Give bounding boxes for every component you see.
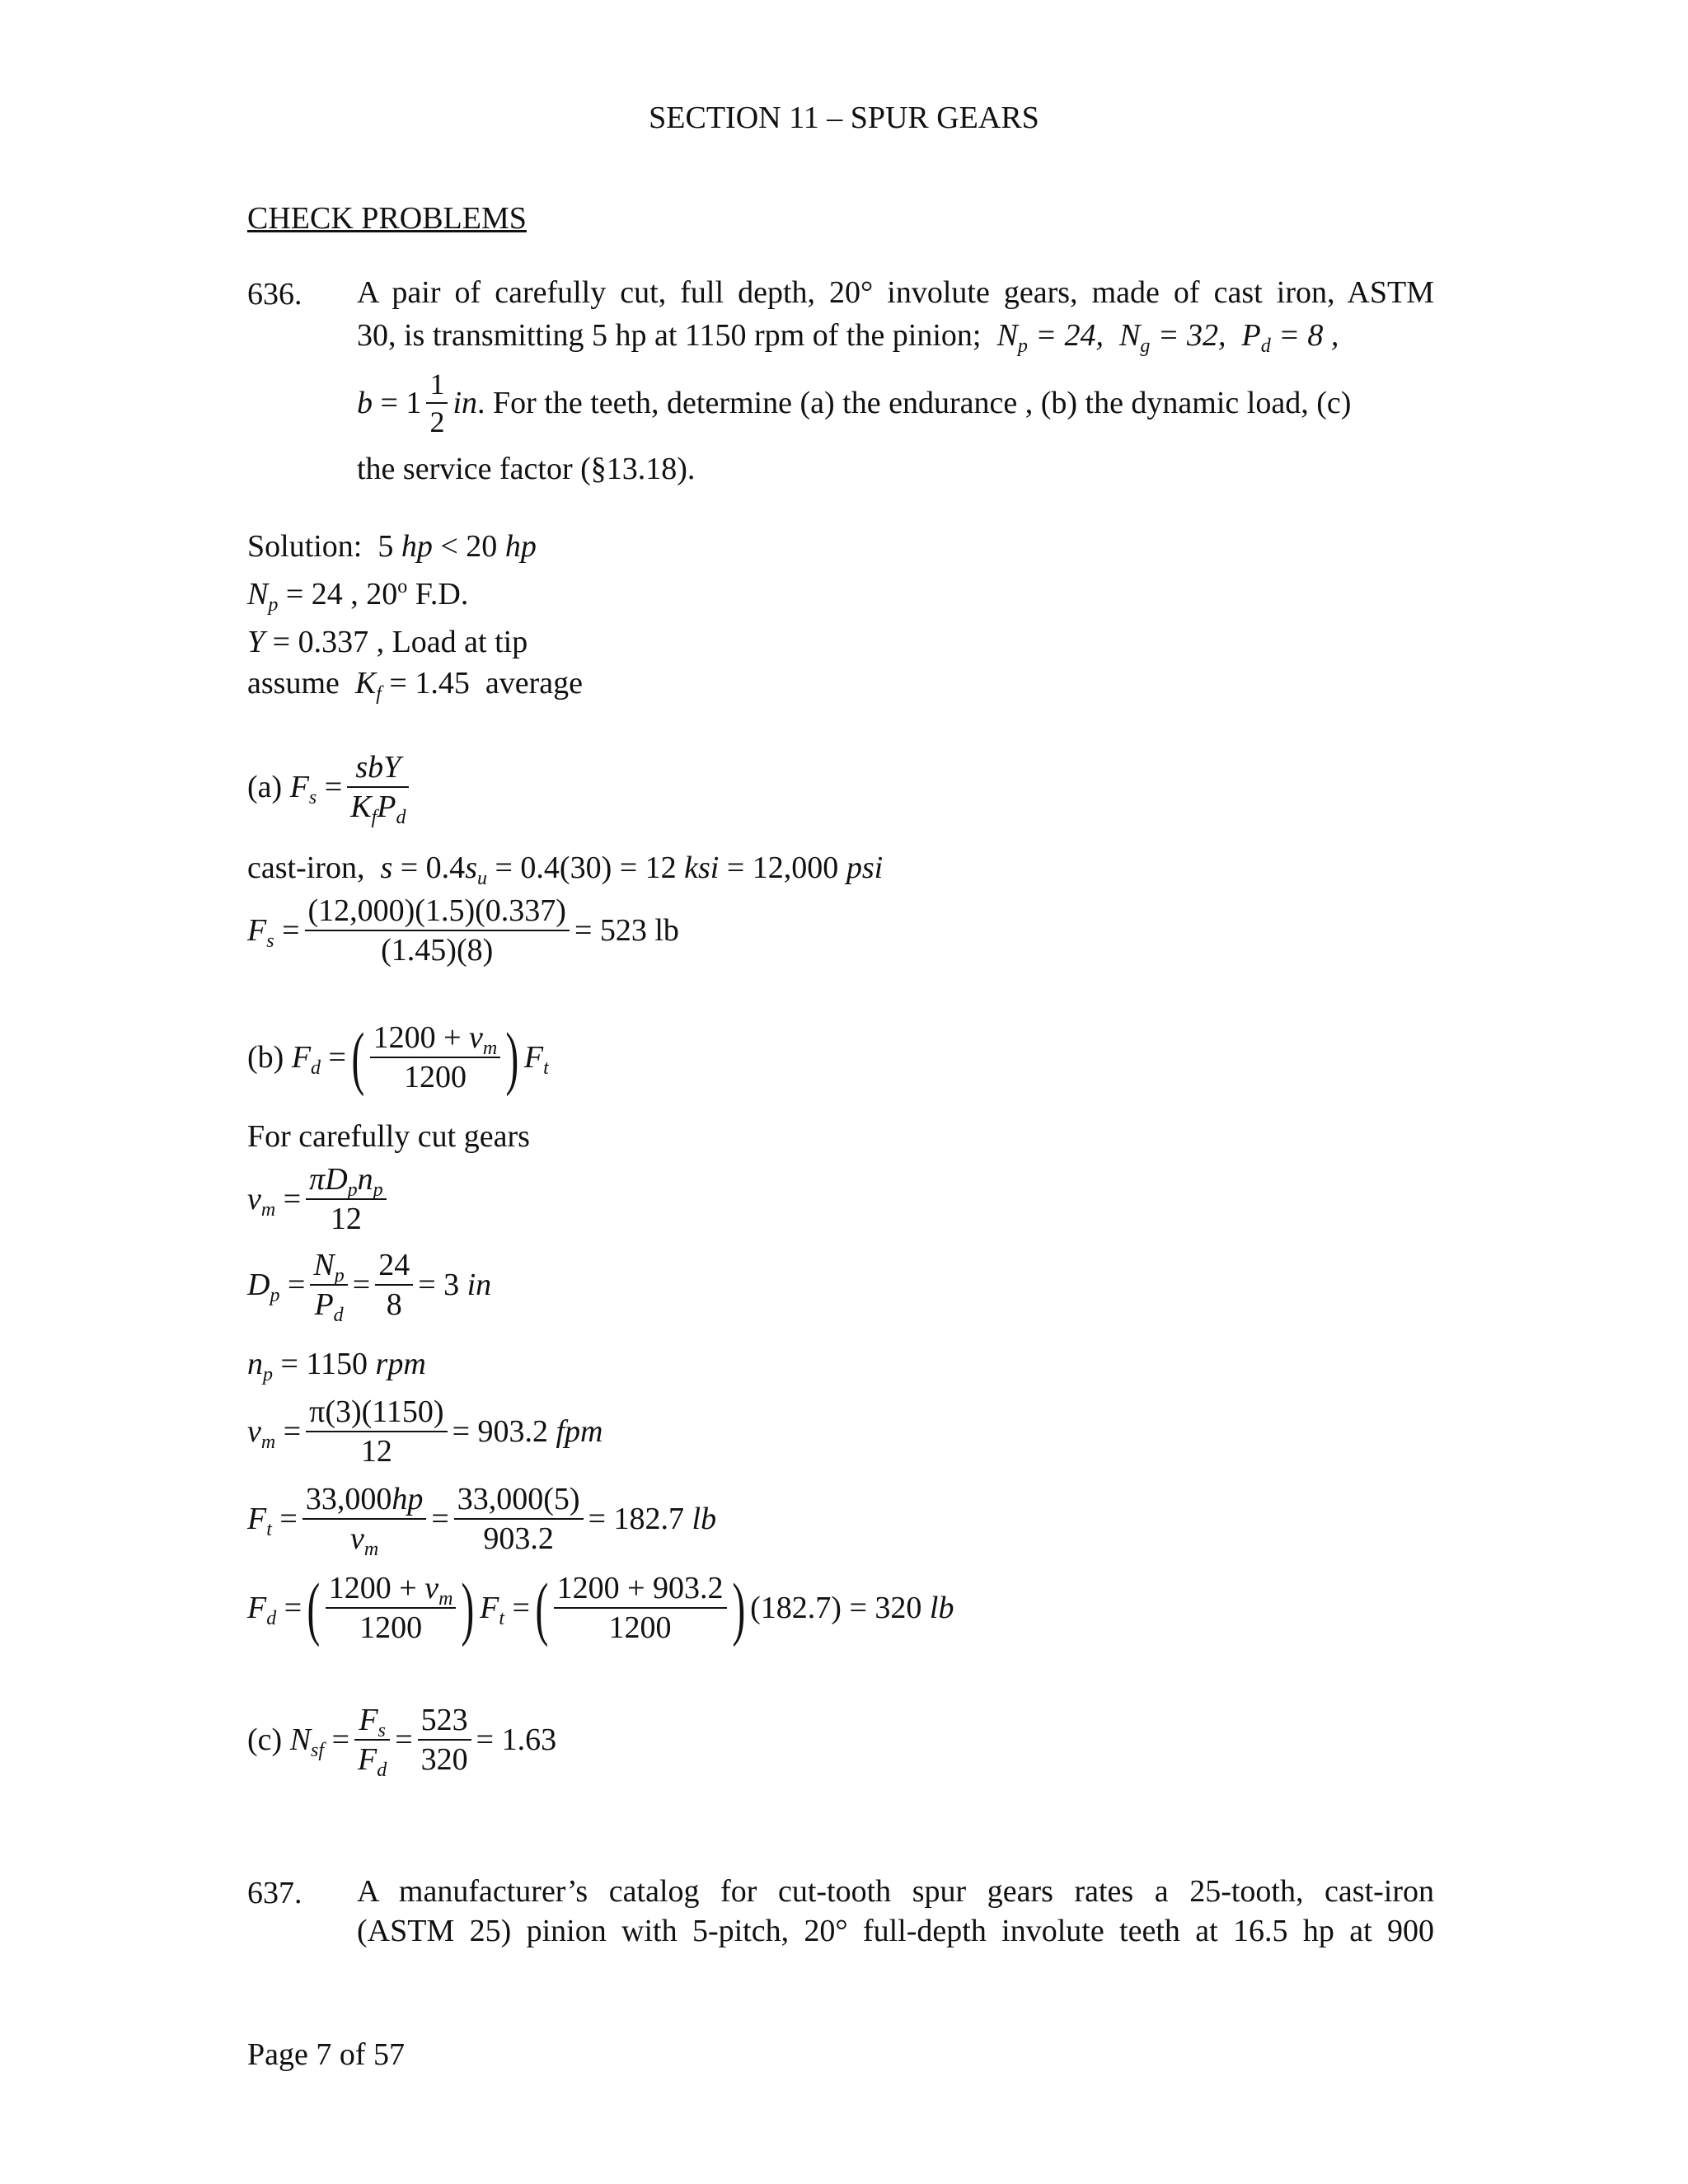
solution-line2: $N_p = 24$ , 20$^o$ F.D. bbox=[247, 576, 469, 616]
check-problems-heading: CHECK PROBLEMS bbox=[247, 201, 527, 236]
problem-636-line2-text: 30, is transmitting 5 hp at 1150 rpm of the pinion; bbox=[357, 318, 982, 353]
vm2-fraction: $\frac{\pi(3)(1150)}{12}$ bbox=[306, 1396, 447, 1467]
section-title: SECTION 11 – SPUR GEARS bbox=[649, 101, 1039, 135]
fs-equation: $F_s$ = $\frac{(12,000)(1.5)(0.337)}{(1.45)(8)}$ = 523 lb bbox=[247, 893, 679, 968]
vm-fraction: $\frac{\pi D_pn_p}{12}$ bbox=[306, 1164, 386, 1235]
carefully-cut-line: For carefully cut gears bbox=[247, 1119, 530, 1154]
np-line: $n_p = 1150$ rpm bbox=[247, 1347, 426, 1385]
problem-637-number: 637. bbox=[247, 1876, 302, 1910]
problem-636-line2 bbox=[357, 318, 1339, 357]
problem-636-line1: A pair of carefully cut, full depth, 20° involute gears, made of cast iron, ASTM bbox=[357, 275, 1434, 310]
problem-636-line4: the service factor (§13.18). bbox=[357, 452, 696, 486]
dp-fraction-1: $\frac{N_p}{P_d}$ bbox=[310, 1249, 347, 1320]
problem-637-line1: A manufacturer’s catalog for cut-tooth spur gears rates a 25-tooth, cast-iron bbox=[357, 1874, 1434, 1909]
page-number: Page 7 of 57 bbox=[247, 2037, 406, 2072]
cast-iron-line: cast-iron, $s = 0.4s_u = 0.4(30) = 12$ ksi = 12,000 psi bbox=[247, 851, 884, 889]
ft-fraction-2: $\frac{33,000(5)}{903.2}$ bbox=[454, 1483, 584, 1554]
fs-result: = 523 lb bbox=[574, 913, 679, 948]
part-a-equation: (a) $F_s$ = $\frac{\text{sbY}}{K_fP_d}$ bbox=[247, 752, 414, 823]
ft-equation: $F_t$ = $\frac{33,000hp}{v_m}$ = $\frac{33,000(5)}{903.2}$ = 182.7 lb bbox=[247, 1482, 717, 1560]
part-b-label: (b) bbox=[247, 1040, 284, 1075]
fd-fraction: $\frac{1200 + v_m}{1200}$ bbox=[370, 1022, 501, 1093]
fd2-equation: $F_d$ = ( $\frac{1200 + v_m}{1200}$ ) $F_t$ = ( $\frac{1200 + 903.2}{1200}$ ) (182.7) = 320 lb bbox=[247, 1568, 954, 1647]
dp-equation: $D_p$ = $\frac{N_p}{P_d}$ = $\frac{24}{8}$ = 3 in bbox=[247, 1248, 492, 1326]
solution-line1: Solution: 5 hp < 20 hp bbox=[247, 529, 537, 564]
ft-result: = 182.7 lb bbox=[588, 1502, 717, 1536]
half-fraction: $\frac{1}{2}$ bbox=[426, 369, 448, 437]
nsf-fraction-1: $\frac{F_s}{F_d}$ bbox=[354, 1704, 390, 1775]
fd2-fraction-2: $\frac{1200 + 903.2}{1200}$ bbox=[554, 1572, 727, 1643]
fs-fraction: $\frac{(12,000)(1.5)(0.337)}{(1.45)(8)}$ bbox=[305, 895, 570, 966]
vm2-equation: $v_m$ = $\frac{\pi(3)(1150)}{12}$ = 903.2 fpm bbox=[247, 1394, 603, 1469]
problem-636-line2-vals: $N_p = 24$, $N_g = 32$, $P_d = 8$ , bbox=[988, 318, 1339, 357]
fd2-result: (182.7) = 320 lb bbox=[750, 1591, 954, 1625]
problem-636-number: 636. bbox=[247, 277, 302, 312]
dp-result: = 3 in bbox=[418, 1268, 492, 1302]
nsf-result: = 1.63 bbox=[476, 1722, 557, 1757]
part-a-fraction: $\frac{\text{sbY}}{K_fP_d}$ bbox=[347, 752, 409, 823]
part-b-equation: (b) $F_d$ = ( $\frac{1200 + v_m}{1200}$ ) $F_t$ bbox=[247, 1018, 549, 1097]
solution-line3: Y = 0.337 , Load at tip bbox=[247, 625, 528, 659]
problem-636-line3-text: . For the teeth, determine (a) the endurance , (b) the dynamic load, (c) bbox=[477, 386, 1352, 420]
part-a-label: (a) bbox=[247, 770, 283, 804]
part-c-equation: (c) $N_{sf}$ = $\frac{F_s}{F_d}$ = $\frac{523}{320}$ = 1.63 bbox=[247, 1703, 557, 1781]
b-symbol: b bbox=[357, 386, 373, 420]
problem-636-line3: b = 1 $\frac{1}{2}$ in . For the teeth, determine (a) the endurance , (b) the dynamic load, (c) bbox=[357, 368, 1352, 438]
fd2-fraction-1: $\frac{1200 + v_m}{1200}$ bbox=[326, 1572, 457, 1643]
vm-equation: $v_m$ = $\frac{\pi D_pn_p}{12}$ bbox=[247, 1164, 392, 1235]
solution-line4: assume $K_f = 1.45$ average bbox=[247, 666, 583, 705]
ft-fraction-1: $\frac{33,000hp}{v_m}$ bbox=[302, 1483, 427, 1554]
part-c-label: (c) bbox=[247, 1722, 283, 1757]
nsf-fraction-2: $\frac{523}{320}$ bbox=[418, 1704, 471, 1775]
vm2-result: = 903.2 fpm bbox=[452, 1414, 603, 1449]
problem-637-line2: (ASTM 25) pinion with 5-pitch, 20° full-depth involute teeth at 16.5 hp at 900 bbox=[357, 1914, 1434, 1948]
dp-fraction-2: $\frac{24}{8}$ bbox=[375, 1249, 413, 1320]
